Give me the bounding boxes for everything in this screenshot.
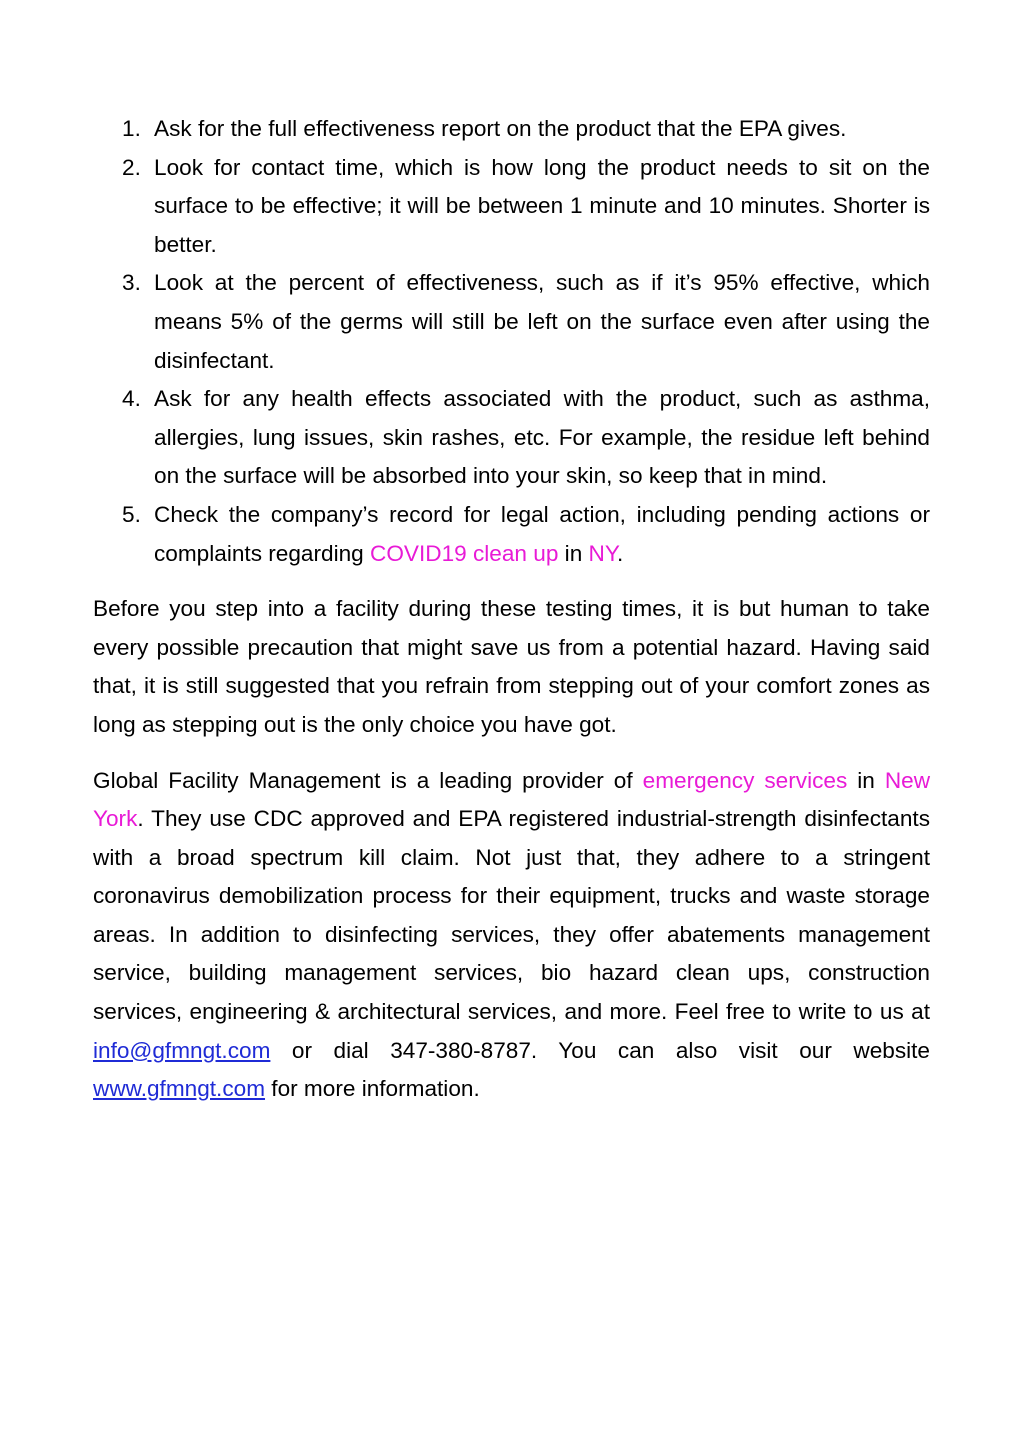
keyword-emergency-services[interactable]: emergency services bbox=[642, 767, 848, 793]
keyword-new-york[interactable]: New York bbox=[93, 767, 931, 832]
list-item bbox=[93, 110, 930, 149]
list-item-number: 2. bbox=[122, 154, 141, 180]
list-item-text: Ask for the full effectiveness report on the product that the EPA gives. bbox=[154, 116, 847, 141]
paragraph-text: for more information. bbox=[265, 1076, 480, 1102]
numbered-list bbox=[93, 110, 930, 573]
list-item-number: 1. bbox=[122, 116, 141, 141]
list-item bbox=[93, 496, 930, 573]
list-item-number: 5. bbox=[122, 501, 141, 527]
list-item-text: . bbox=[617, 540, 624, 566]
list-item-text: Ask for any health effects associated with the product, such as asthma, allergies, lung issues, skin rashes, etc. For example, the residue left behind on the surface will be absorbed into your skin, so keep that in mind. bbox=[154, 386, 930, 489]
list-item-number: 4. bbox=[122, 386, 141, 412]
list-item-number: 3. bbox=[122, 270, 141, 296]
list-item-text: Check the company’s record for legal action, including pending actions or complaints regarding bbox=[154, 501, 930, 566]
paragraph-text: Global Facility Management is a leading provider of bbox=[93, 767, 643, 793]
list-item bbox=[93, 264, 930, 380]
keyword-covid-clean-up[interactable]: COVID19 clean up bbox=[370, 540, 559, 566]
paragraph-text: . They use CDC approved and EPA registered industrial-strength disinfectants with a broad spectrum kill claim. Not just that, they adhere to a stringent coronavirus demobilization process for their equipment, trucks and waste storage areas. In addition to disinfecting services, they offer abatements management service, building management services, bio hazard clean ups, construction services, engineering & architectural services, and more. Feel free to write to us at bbox=[93, 806, 930, 1025]
paragraph-precaution: Before you step into a facility during these testing times, it is but human to take every possible precaution that might save us from a potential hazard. Having said that, it is still suggested that you refrain from stepping out of your comfort zones as long as stepping out is the only choice you have got. bbox=[93, 596, 930, 737]
list-item-text: Look at the percent of effectiveness, such as if it’s 95% effective, which means 5% of the germs will still be left on the surface even after using the disinfectant. bbox=[154, 270, 930, 373]
website-link[interactable]: www.gfmngt.com bbox=[93, 1076, 266, 1102]
email-link[interactable]: info@gfmngt.com bbox=[93, 1037, 271, 1063]
keyword-ny[interactable]: NY bbox=[588, 540, 618, 566]
paragraph-company-info bbox=[93, 762, 930, 1109]
paragraph-text: in bbox=[847, 767, 885, 793]
document-page bbox=[93, 110, 930, 1109]
paragraph-text: or dial 347-380-8787. You can also visit our website bbox=[270, 1037, 930, 1063]
list-item-text: in bbox=[558, 540, 589, 566]
list-item bbox=[93, 380, 930, 496]
list-item bbox=[93, 149, 930, 265]
list-item-text: Look for contact time, which is how long the product needs to sit on the surface to be effective; it will be between 1 minute and 10 minutes. Shorter is better. bbox=[154, 154, 930, 257]
